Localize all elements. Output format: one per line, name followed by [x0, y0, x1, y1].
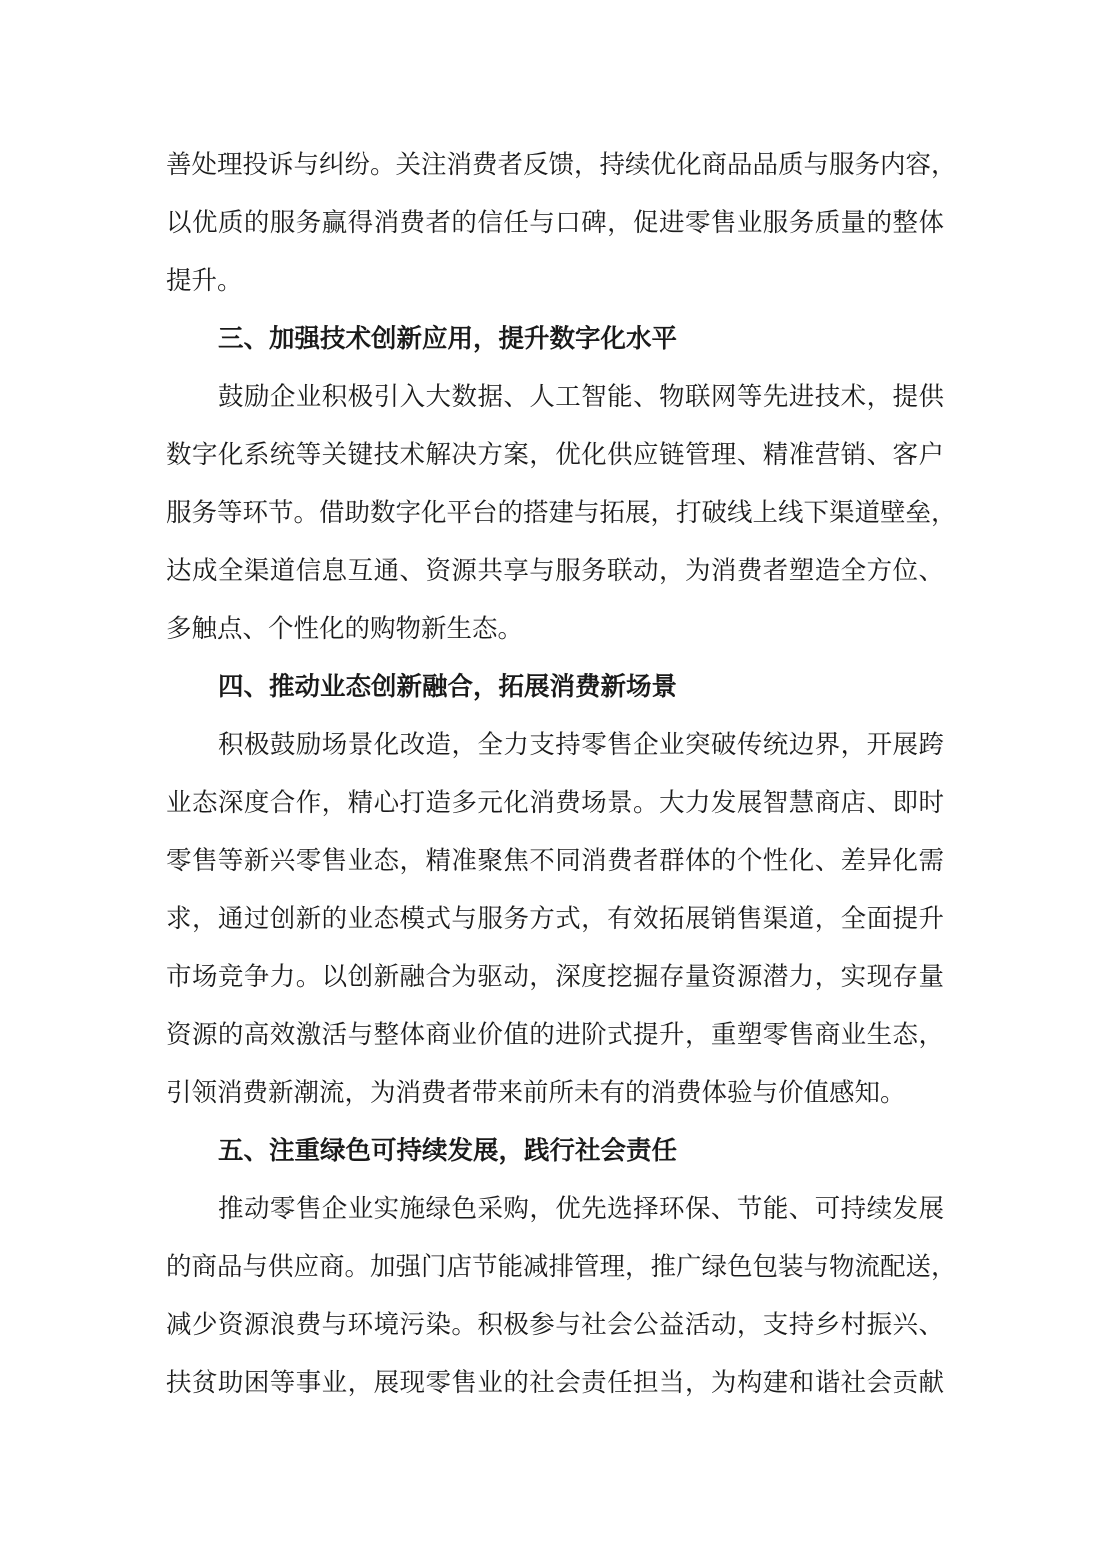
- body-line: 服务等环节。借助数字化平台的搭建与拓展，打破线上线下渠道壁垒，: [166, 498, 957, 528]
- body-line: 善处理投诉与纠纷。关注消费者反馈，持续优化商品品质与服务内容，: [166, 150, 957, 180]
- body-line: 求，通过创新的业态模式与服务方式，有效拓展销售渠道，全面提升: [166, 904, 944, 934]
- body-line: 积极鼓励场景化改造，全力支持零售企业突破传统边界，开展跨: [218, 730, 944, 760]
- body-line: 减少资源浪费与环境污染。积极参与社会公益活动，支持乡村振兴、: [166, 1310, 944, 1340]
- document-body: [166, 136, 957, 1412]
- section-heading: 四、推动业态创新融合，拓展消费新场景: [218, 672, 678, 702]
- body-line: 数字化系统等关键技术解决方案，优化供应链管理、精准营销、客户: [166, 440, 944, 470]
- body-line: 以优质的服务赢得消费者的信任与口碑，促进零售业服务质量的整体: [166, 208, 944, 238]
- body-line: 资源的高效激活与整体商业价值的进阶式提升，重塑零售商业生态，: [166, 1020, 944, 1050]
- body-line: 推动零售企业实施绿色采购，优先选择环保、节能、可持续发展: [218, 1194, 944, 1224]
- body-line: 扶贫助困等事业，展现零售业的社会责任担当，为构建和谐社会贡献: [166, 1368, 944, 1398]
- body-line: 零售等新兴零售业态，精准聚焦不同消费者群体的个性化、差异化需: [166, 846, 944, 876]
- body-line: 多触点、个性化的购物新生态。: [166, 614, 524, 644]
- body-line: 的商品与供应商。加强门店节能减排管理，推广绿色包装与物流配送，: [166, 1252, 957, 1282]
- body-line: 鼓励企业积极引入大数据、人工智能、物联网等先进技术，提供: [218, 382, 944, 412]
- body-line: 业态深度合作，精心打造多元化消费场景。大力发展智慧商店、即时: [166, 788, 944, 818]
- body-line: 达成全渠道信息互通、资源共享与服务联动，为消费者塑造全方位、: [166, 556, 944, 586]
- body-line: 提升。: [166, 266, 243, 296]
- body-line: 市场竞争力。以创新融合为驱动，深度挖掘存量资源潜力，实现存量: [166, 962, 944, 992]
- section-heading: 三、加强技术创新应用，提升数字化水平: [218, 324, 678, 354]
- body-line: 引领消费新潮流，为消费者带来前所未有的消费体验与价值感知。: [166, 1078, 906, 1108]
- section-heading: 五、注重绿色可持续发展，践行社会责任: [218, 1136, 678, 1166]
